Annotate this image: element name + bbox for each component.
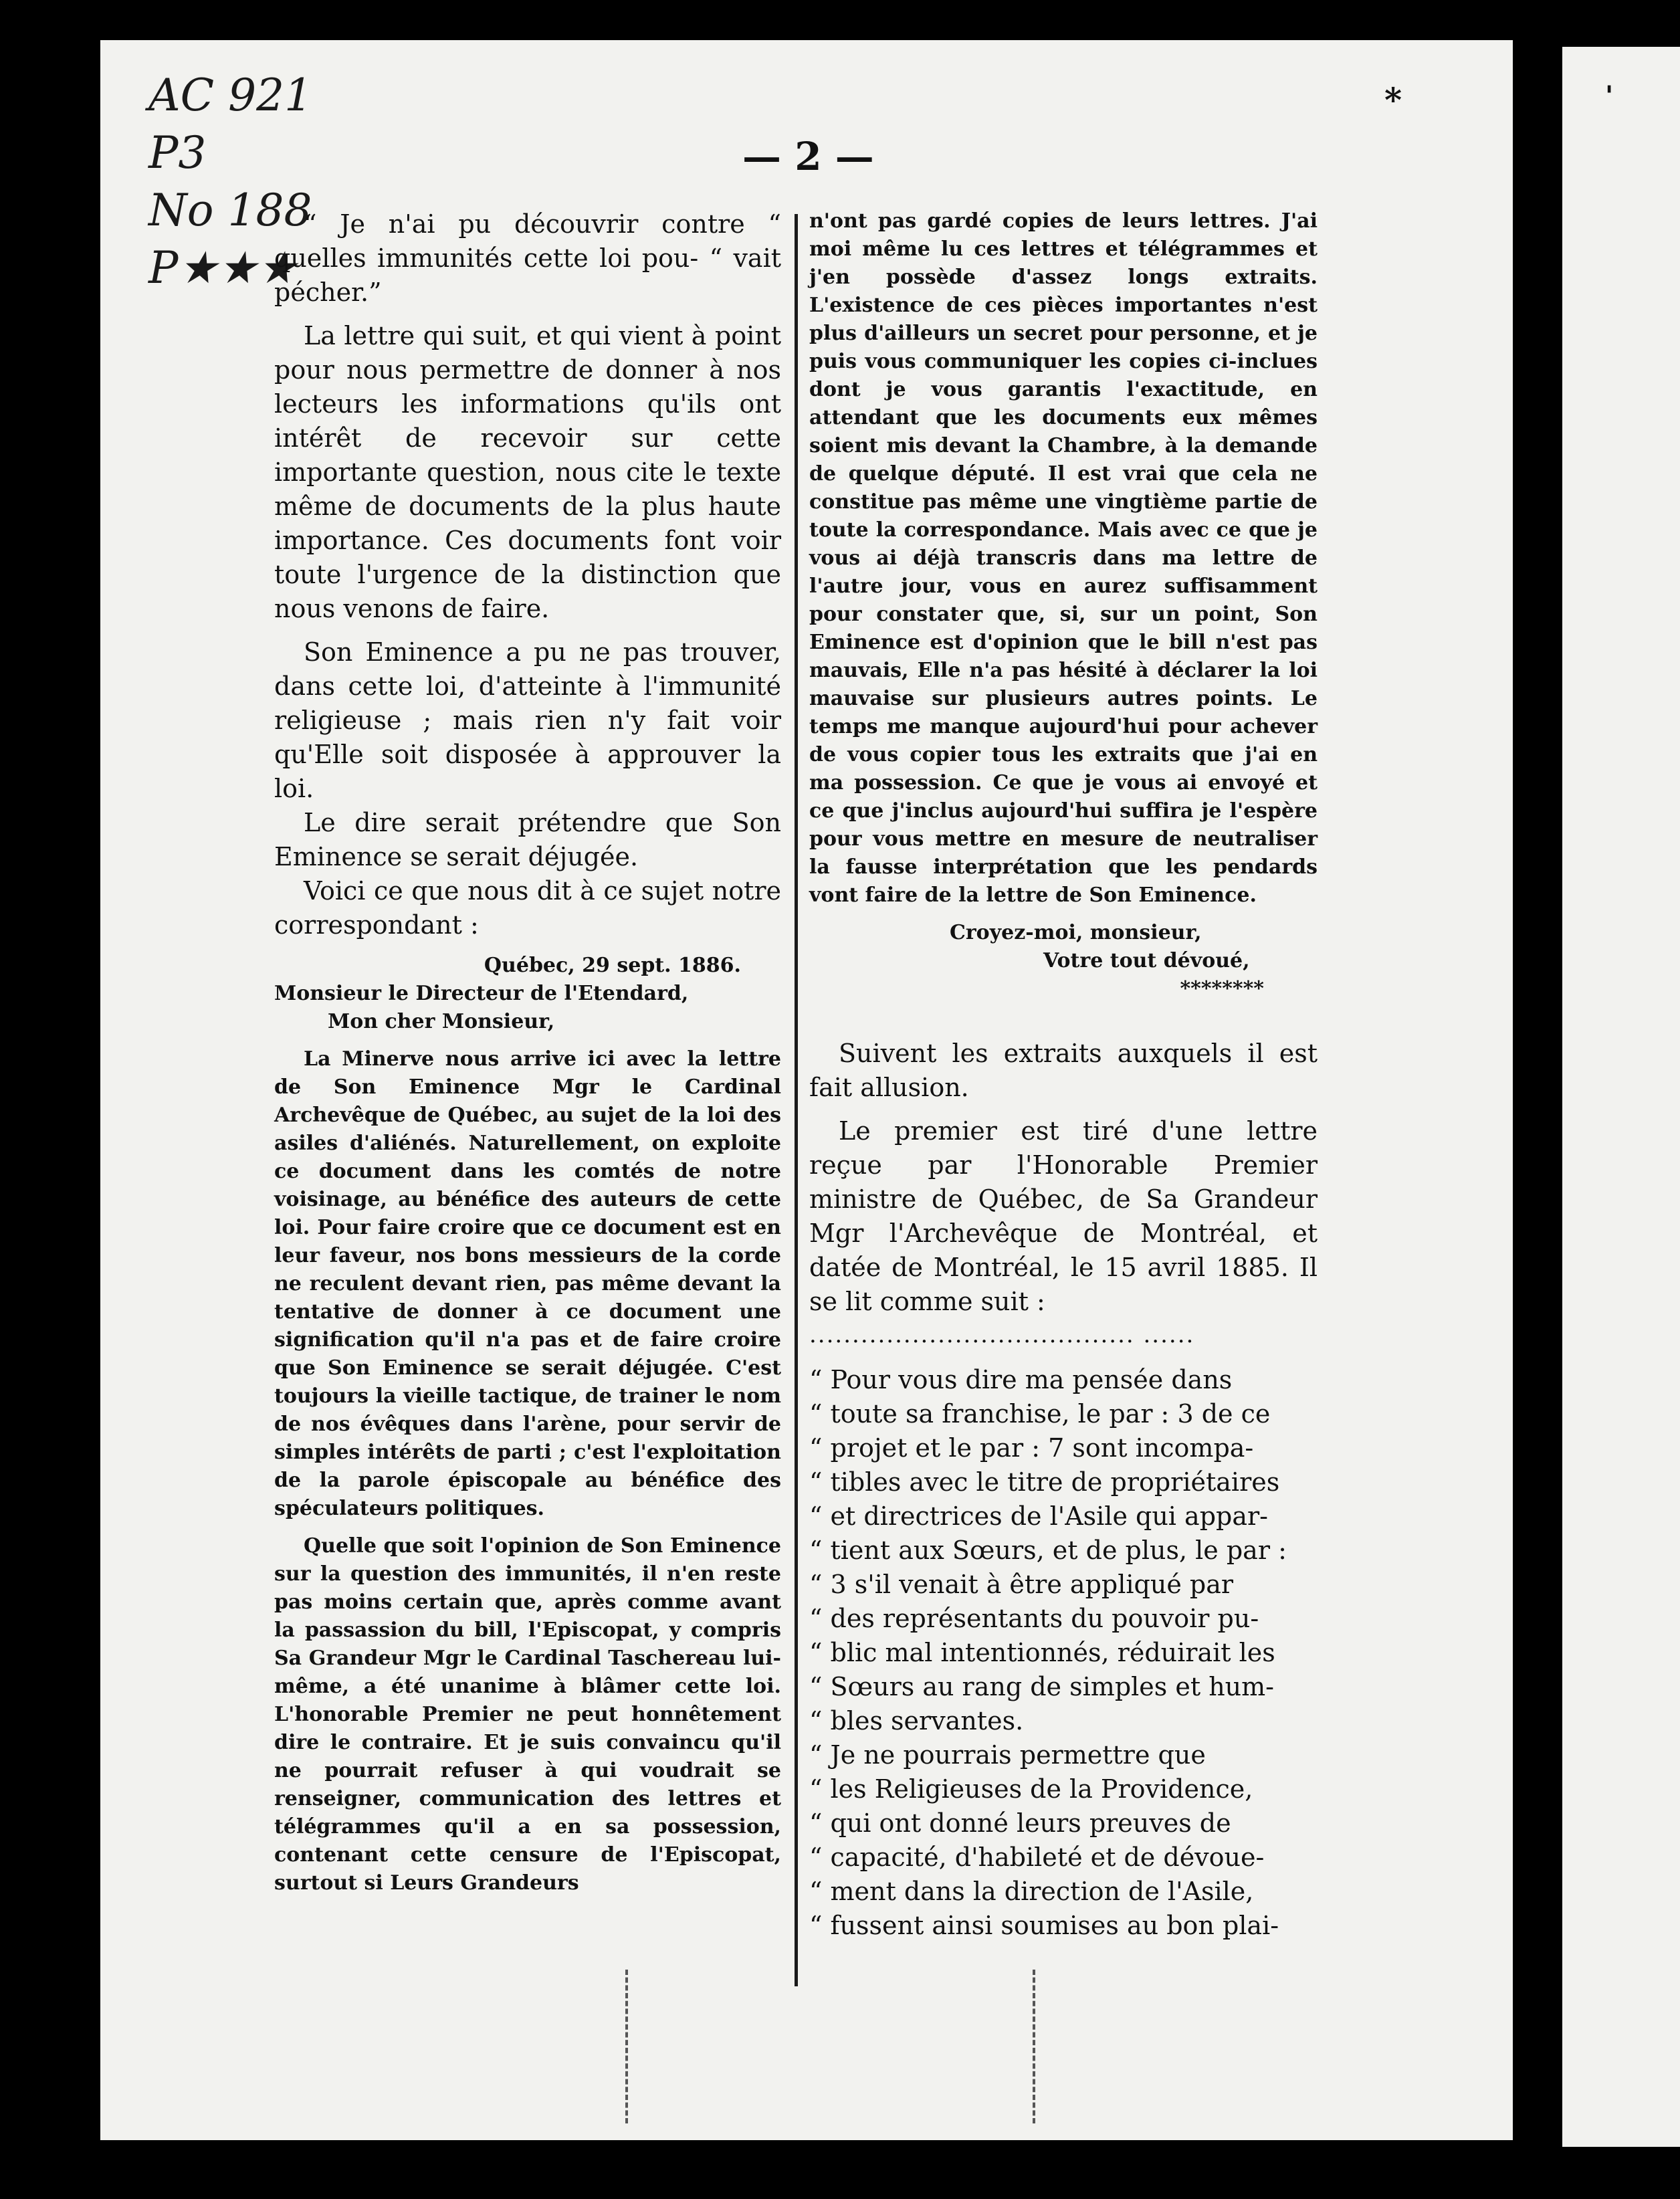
- adjacent-page-edge: [1562, 47, 1680, 2147]
- paragraph: Son Eminence a pu ne pas trouver, dans cette loi, d'atteinte à l'immunité religieuse ; mais rien n'y fait voir qu'Elle soit disposée à approuver la loi.: [274, 637, 781, 803]
- signature: ********: [1180, 977, 1264, 1001]
- quote-line: “ 3 s'il venait à être appliqué par: [809, 1570, 1234, 1599]
- quote-line: “ bles servantes.: [809, 1706, 1024, 1736]
- page-number: — 2 —: [742, 134, 874, 179]
- letter-paragraph: Quelle que soit l'opinion de Son Eminence sur la question des immunités, il n'en reste pas moins certain que, après comme avant la passassion du bill, l'Episcopat, y compris Sa Grandeur Mgr le Cardinal Taschereau lui-même, a été unanime à blâmer cette loi. L'honorable Premier ne peut honnêtement dire le contraire. Et je suis convaincu qu'il ne pourrait refuser à qui voudrait se renseigner, communication des lettres et télégrammes qu'il a en sa possession, contenant cette censure de l'Episcopat, surtout si Leurs Grandeurs: [274, 1534, 781, 1895]
- ellipsis-row: ...................................... ......: [809, 1322, 1195, 1348]
- quote-line: “ Pour vous dire ma pensée dans: [809, 1365, 1233, 1394]
- right-column: [809, 207, 1318, 1943]
- quote-line: “ tibles avec le titre de propriétaires: [809, 1467, 1280, 1497]
- paragraph: Suivent les extraits auxquels il est fait allusion.: [809, 1039, 1318, 1102]
- paragraph: La lettre qui suit, et qui vient à point pour nous permettre de donner à nos lecteurs les informations qu'ils ont intérêt de recevoir sur cette importante question, nous cite le texte même de documents de la plus haute importance. Ces documents font voir toute l'urgence de la distinction que nous venons de faire.: [274, 321, 781, 623]
- closing-line: Votre tout dévoué,: [1043, 949, 1250, 972]
- asterisk-mark: *: [1384, 80, 1402, 120]
- quote-line: “ projet et le par : 7 sont incompa-: [809, 1433, 1254, 1463]
- quote-line: “ toute sa franchise, le par : 3 de ce: [809, 1399, 1271, 1429]
- quote-line: “ tient aux Sœurs, et de plus, le par :: [809, 1536, 1287, 1565]
- left-column: [274, 207, 781, 1897]
- dateline: Québec, 29 sept. 1886.: [484, 954, 741, 977]
- quote-line: “ et directrices de l'Asile qui appar-: [809, 1501, 1269, 1531]
- addressee: Monsieur le Directeur de l'Etendard,: [274, 982, 689, 1005]
- letter-paragraph: La Minerve nous arrive ici avec la lettre de Son Eminence Mgr le Cardinal Archevêque de Québec, au sujet de la loi des asiles d'aliénés. Naturellement, on exploite ce document dans les comtés de notre voisinage, au bénéfice des auteurs de cette loi. Pour faire croire que ce document est en leur faveur, nos bons messieurs de la corde ne reculent devant rien, pas même devant la tentative de donner à ce document une signification qu'il n'a pas et de faire croire que Son Eminence se serait déjugée. C'est toujours la vieille tactique, de trainer le nom de nos évêques dans l'arène, pour servir de simples intérêts de parti ; c'est l'exploitation de la parole épiscopale au bénéfice des spéculateurs politiques.: [274, 1047, 781, 1520]
- quote-line: “ des représentants du pouvoir pu-: [809, 1604, 1259, 1633]
- quoted-extract: [809, 1363, 1318, 1943]
- opening-quote: “ Je n'ai pu découvrir contre “ quelles immunités cette loi pou- “ vait pécher.”: [274, 209, 781, 307]
- letter-paragraph: n'ont pas gardé copies de leurs lettres. J'ai moi même lu ces lettres et télégrammes et j'en possède d'assez longs extraits. L'existence de ces pièces importantes n'est plus d'ailleurs un secret pour personne, et je puis vous communiquer les copies ci-inclues dont je vous garantis l'exactitude, en attendant que les documents eux mêmes soient mis devant la Chambre, à la demande de quelque député. Il est vrai que cela ne constitue pas même une vingtième partie de toute la correspondance. Mais avec ce que je vous ai déjà transcris dans ma lettre de l'autre jour, vous en aurez suffisamment pour constater que, si, sur un point, Son Eminence est d'opinion que le bill n'est pas mauvais, Elle n'a pas hésité à déclarer la loi mauvaise sur plusieurs autres points. Le temps me manque aujourd'hui pour achever de vous copier tous les extraits que j'ai en ma possession. Ce que je vous ai envoyé et ce que j'inclus aujourd'hui suffira je l'espère pour vous mettre en mesure de neutraliser la fausse interprétation que les pendards vont faire de la lettre de Son Eminence.: [809, 209, 1318, 907]
- quote-line: “ les Religieuses de la Providence,: [809, 1774, 1253, 1804]
- paragraph: Voici ce que nous dit à ce sujet notre correspondant :: [274, 876, 781, 940]
- salutation: Mon cher Monsieur,: [328, 1010, 555, 1033]
- closing-line: Croyez-moi, monsieur,: [950, 921, 1202, 944]
- quote-line: “ Je ne pourrais permettre que: [809, 1740, 1206, 1770]
- handwritten-call-number: AC 921 P3 No 188 P★★★: [148, 70, 313, 294]
- paragraph: Le premier est tiré d'une lettre reçue par l'Honorable Premier ministre de Québec, de Sa Grandeur Mgr l'Archevêque de Montréal, et datée de Montréal, le 15 avril 1885. Il se lit comme suit :: [809, 1116, 1318, 1316]
- paragraph: Le dire serait prétendre que Son Eminence se serait déjugée.: [274, 808, 781, 871]
- quote-line: “ ment dans la direction de l'Asile,: [809, 1877, 1254, 1906]
- page-gutter: [1513, 54, 1562, 2147]
- quote-line: “ fussent ainsi soumises au bon plai-: [809, 1911, 1279, 1940]
- side-mark: ': [1605, 80, 1614, 112]
- quote-line: “ capacité, d'habileté et de dévoue-: [809, 1843, 1265, 1872]
- quote-line: “ Sœurs au rang de simples et hum-: [809, 1672, 1275, 1701]
- quote-line: “ qui ont donné leurs preuves de: [809, 1808, 1231, 1838]
- quote-line: “ blic mal intentionnés, réduirait les: [809, 1638, 1275, 1667]
- library-stamp: [625, 1970, 1035, 2123]
- column-divider: [795, 214, 798, 1986]
